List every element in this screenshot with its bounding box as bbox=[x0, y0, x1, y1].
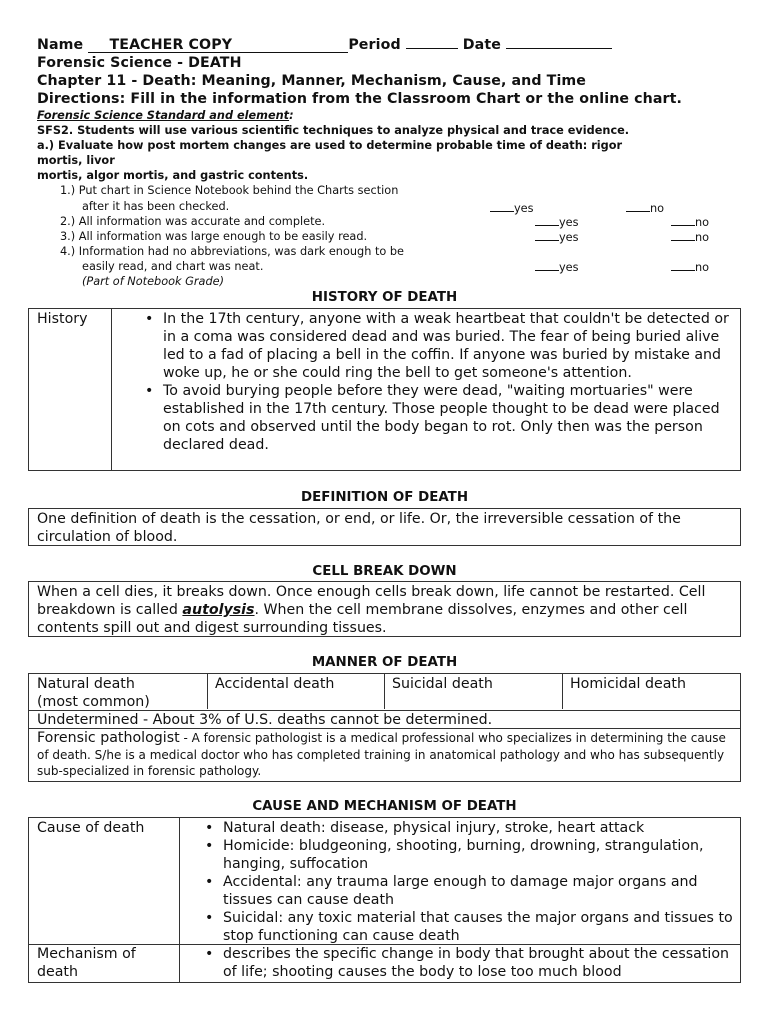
name-field[interactable] bbox=[88, 39, 348, 53]
name-line bbox=[37, 37, 612, 53]
checklist-item-4-cont: easily read, and chart was neat. bbox=[82, 260, 264, 273]
directions: Directions: Fill in the information from the Classroom Chart or the online chart. bbox=[37, 91, 683, 107]
checklist-4-yes[interactable]: yes bbox=[535, 260, 579, 274]
period-field[interactable] bbox=[406, 48, 458, 49]
manner-suicidal: Suicidal death bbox=[392, 676, 493, 692]
checklist-2-no[interactable]: no bbox=[671, 215, 709, 229]
manner-title: MANNER OF DEATH bbox=[311, 655, 458, 670]
mechanism-label: Mechanism of death bbox=[37, 946, 136, 980]
history-label: History bbox=[37, 311, 88, 327]
pathologist-definition: Forensic pathologist - A forensic pathologist is a medical professional who specializes in determining the cause of death. S/he is a medical doctor who has completed training in anatomical pathology and who has subsequently sub-specialized in forensic pathology. bbox=[37, 730, 726, 778]
manner-table bbox=[28, 673, 741, 782]
standard-line-4: mortis, algor mortis, and gastric contents. bbox=[37, 169, 309, 182]
autolysis-term: autolysis bbox=[182, 602, 255, 618]
cause-item: • Accidental: any trauma large enough to damage major organs and tissues can cause death bbox=[201, 873, 735, 909]
definition-box bbox=[28, 508, 741, 546]
cause-label: Cause of death bbox=[37, 820, 145, 836]
checklist-item-1-cont: after it has been checked. bbox=[82, 200, 230, 213]
mechanism-item: • describes the specific change in body that brought about the cessation of life; shooting causes the body to lose too much blood bbox=[201, 945, 735, 981]
checklist-3-yes[interactable]: yes bbox=[535, 230, 579, 244]
manner-homicidal: Homicidal death bbox=[570, 676, 686, 692]
standard-line-3: mortis, livor bbox=[37, 154, 115, 167]
cause-mechanism-title: CAUSE AND MECHANISM OF DEATH bbox=[252, 799, 517, 814]
definition-text: One definition of death is the cessation, or end, or life. Or, the irreversible cessation of the circulation of blood. bbox=[37, 511, 681, 545]
history-bullet-2: • To avoid burying people before they were dead, "waiting mortuaries" were established in the 17th century. Those people thought to be dead were placed on cots and observed until the body began to rot. Only then was the person declared dead. bbox=[141, 382, 733, 454]
name-value: TEACHER COPY bbox=[109, 37, 233, 53]
period-label: Period bbox=[348, 37, 401, 53]
manner-undetermined: Undetermined - About 3% of U.S. deaths cannot be determined. bbox=[37, 712, 493, 728]
history-bullet-1: • In the 17th century, anyone with a weak heartbeat that couldn't be detected or in a coma was considered dead and was buried. The fear of being buried alive led to a fad of placing a bell in the coffin. If anyone was buried by mistake and woke up, he or she could ring the bell to get someone's attention. bbox=[141, 310, 733, 382]
standard-line-1: SFS2. Students will use various scientific techniques to analyze physical and trace evidence. bbox=[37, 124, 630, 137]
chapter-title: Chapter 11 - Death: Meaning, Manner, Mechanism, Cause, and Time bbox=[37, 73, 587, 89]
checklist-3-no[interactable]: no bbox=[671, 230, 709, 244]
cause-item: • Natural death: disease, physical injury, stroke, heart attack bbox=[201, 819, 735, 837]
cause-mechanism-table bbox=[28, 817, 741, 983]
cell-breakdown-text: When a cell dies, it breaks down. Once enough cells break down, life cannot be restarted. Cell breakdown is called autolysis. When the cell membrane dissolves, enzymes and other cell contents spill out and digest surrounding tissues. bbox=[37, 584, 706, 636]
checklist-4-no[interactable]: no bbox=[671, 260, 709, 274]
name-label: Name bbox=[37, 37, 84, 53]
checklist-2-yes[interactable]: yes bbox=[535, 215, 579, 229]
checklist-note: (Part of Notebook Grade) bbox=[82, 275, 225, 288]
cell-breakdown-box bbox=[28, 581, 741, 637]
standard-line-2: a.) Evaluate how post mortem changes are used to determine probable time of death: rigor bbox=[37, 139, 623, 152]
manner-accidental: Accidental death bbox=[215, 676, 335, 692]
cause-item: • Suicidal: any toxic material that causes the major organs and tissues to stop functioning can cause death bbox=[201, 909, 735, 945]
cell-breakdown-title: CELL BREAK DOWN bbox=[312, 564, 457, 579]
manner-natural: Natural death (most common) bbox=[37, 676, 150, 710]
checklist-item-3: 3.) All information was large enough to be easily read. bbox=[60, 230, 368, 243]
checklist-item-2: 2.) All information was accurate and complete. bbox=[60, 215, 326, 228]
cause-item: • Homicide: bludgeoning, shooting, burning, drowning, strangulation, hanging, suffocation bbox=[201, 837, 735, 873]
definition-title: DEFINITION OF DEATH bbox=[300, 490, 469, 505]
checklist-1-no[interactable]: no bbox=[626, 201, 664, 215]
history-table bbox=[28, 308, 741, 471]
checklist-item-1: 1.) Put chart in Science Notebook behind the Charts section bbox=[60, 184, 399, 197]
standard-title: Forensic Science Standard and element: bbox=[37, 109, 294, 122]
history-title: HISTORY OF DEATH bbox=[311, 290, 458, 305]
date-label: Date bbox=[462, 37, 501, 53]
checklist-1-yes[interactable]: yes bbox=[490, 201, 534, 215]
date-field[interactable] bbox=[506, 48, 612, 49]
course-title: Forensic Science - DEATH bbox=[37, 55, 242, 71]
checklist-item-4: 4.) Information had no abbreviations, was dark enough to be bbox=[60, 245, 404, 258]
